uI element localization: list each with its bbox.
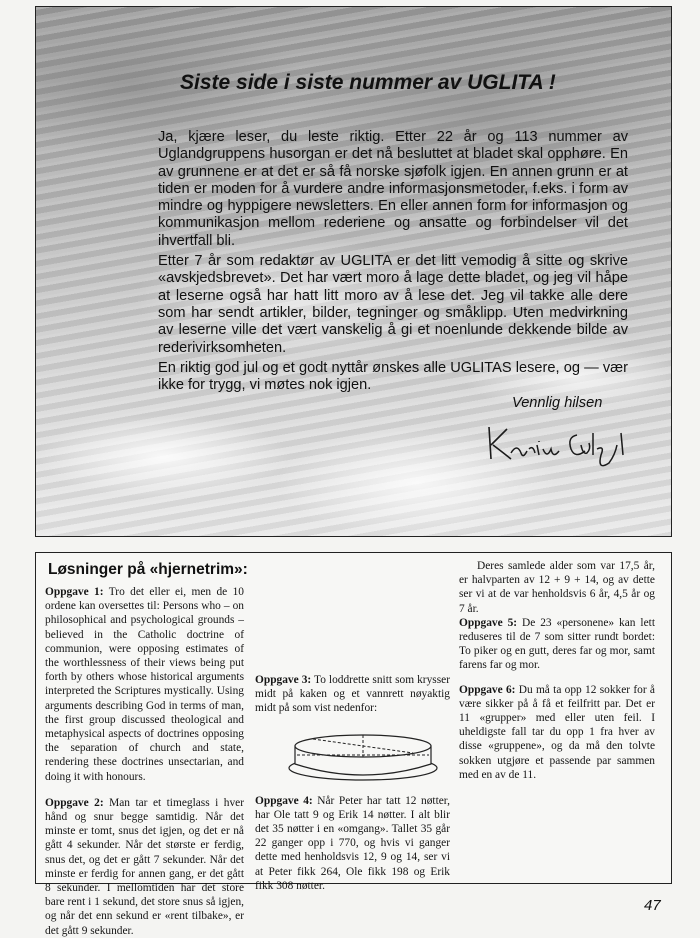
letter-closing: Vennlig hilsen	[512, 395, 603, 411]
column-2-continued-space	[255, 559, 450, 673]
sea-photo	[35, 6, 672, 537]
oppgave-4-text: Når Peter har tatt 12 nøtter, har Ole tatt 9 og Erik 14 nøtter. I alt blir det 35 nøtter i en «omgang». Tallet 35 går 22 ganger opp i 770, og hvis vi ganger dette med henholdsvis 12, 9 og 14, ser vi at Peter fikk 264, Ole fikk 198 og Erik fikk 308 nøtter.	[255, 794, 450, 892]
oppgave-6-text: Du må ta opp 12 sokker for å være sikker på å få et feilfritt par. Det er 11 «grupper» med eller uten feil. I uheldigste fall tar du opp 1 fra hver av disse «gruppene», og da må den tolvte sokken utgjøre et passende par sammen med en av de 11.	[459, 683, 655, 781]
page-title: Siste side i siste nummer av UGLITA !	[180, 71, 556, 94]
oppgave-5-label: Oppgave 5:	[459, 616, 518, 629]
oppgave-6-label: Oppgave 6:	[459, 683, 516, 696]
oppgave-3-label: Oppgave 3:	[255, 674, 312, 686]
solutions-column-1	[45, 585, 244, 938]
letter-paragraph: Etter 7 år som redaktør av UGLITA er det litt vemodig å sitte og skrive «avskjedsbrevet». Det har vært moro å lage dette bladet, og jeg vil håpe at leserne også har hatt litt moro av å lese det. Jeg vil takke alle dere som har sendt artikler, bilder, tegninger og småklipp. Uten medvirkning av leserne ville det vært vanskelig å gi et noenlunde dekkende bilde av rederivirksomheten.	[158, 253, 628, 356]
oppgave-3	[255, 673, 450, 716]
oppgave-2-label: Oppgave 2:	[45, 796, 104, 809]
oppgave-2-text: Man tar et timeglass i hver hånd og snur begge samtidig. Når det minste er tomt, snus det igjen, og det er nå gått 4 sekunder. Når det største er ferdig, snus det, og det er gått 7 sekunder. Når det minste er ferdig for annen gang, er det gått 8 sekunder. I mellomtiden har det store bare rent i 1 sekund, det store snus så igjen, og når det enn sekund er «rent tilbake», er det gått 9 sekunder.	[45, 796, 244, 937]
handwritten-signature	[481, 415, 656, 475]
oppgave-5-text: De 23 «personene» kan lett reduseres til de 7 som sitter rundt bordet: To piker og en gutt, deres far og mor, samt farens far og mor.	[459, 616, 655, 672]
cake-diagram	[283, 728, 443, 784]
solutions-column-2	[255, 559, 450, 893]
oppgave-1-text: Tro det eller ei, men de 10 ordene kan oversettes til: Persons who – on philosophical and psychological grounds – believed in the Catholic doctrine of communion, were opposing estimates of the worthlessness of their views being put forth by others whose historical arguments interpreted the Scriptures mystically. Using arguments describing God in terms of man, the first group discussed theological and metaphysical aspects of doctrines opposing the separation of church and state, rendering these doctrines unsectarian, and doing it with honours.	[45, 586, 244, 783]
oppgave-1-label: Oppgave 1:	[45, 586, 104, 598]
oppgave-6	[459, 683, 655, 782]
farewell-letter	[158, 129, 628, 397]
solutions-title: Løsninger på «hjernetrim»:	[48, 561, 248, 578]
oppgave-1	[45, 585, 244, 784]
page-number: 47	[644, 897, 661, 914]
oppgave-4	[255, 794, 450, 893]
oppgave-5	[459, 616, 655, 673]
oppgave-4-continued: Deres samlede alder som var 17,5 år, er halvparten av 12 + 9 + 14, og av dette ser vi at de var henholdsvis 6 år, 4,5 år og 7 år.	[459, 560, 655, 615]
oppgave-3-text: To loddrette snitt som krysser midt på kaken og et vannrett nøyaktig midt på som vist nedenfor:	[255, 674, 450, 715]
letter-paragraph: Ja, kjære leser, du leste riktig. Etter 22 år og 113 nummer av Uglandgruppens husorgan er det nå besluttet at bladet skal opphøre. En av grunnene er at det er så få norske sjøfolk igjen. En annen grunn er at tiden er moden for å vurdere andre informasjonsmetoder, f.eks. i form av mindre og hyppigere newsletters. En eller annen form for informasjon og kommunikasjon mellom rederiene og ansatte og forbindelser vil det ihvertfall bli.	[158, 129, 628, 249]
oppgave-2	[45, 796, 244, 938]
solutions-column-3	[459, 559, 655, 782]
letter-paragraph: En riktig god jul og et godt nyttår ønskes alle UGLITAS lesere, og — vær ikke for trygg, vi møtes nok igjen.	[158, 359, 628, 394]
oppgave-4-label: Oppgave 4:	[255, 794, 313, 807]
